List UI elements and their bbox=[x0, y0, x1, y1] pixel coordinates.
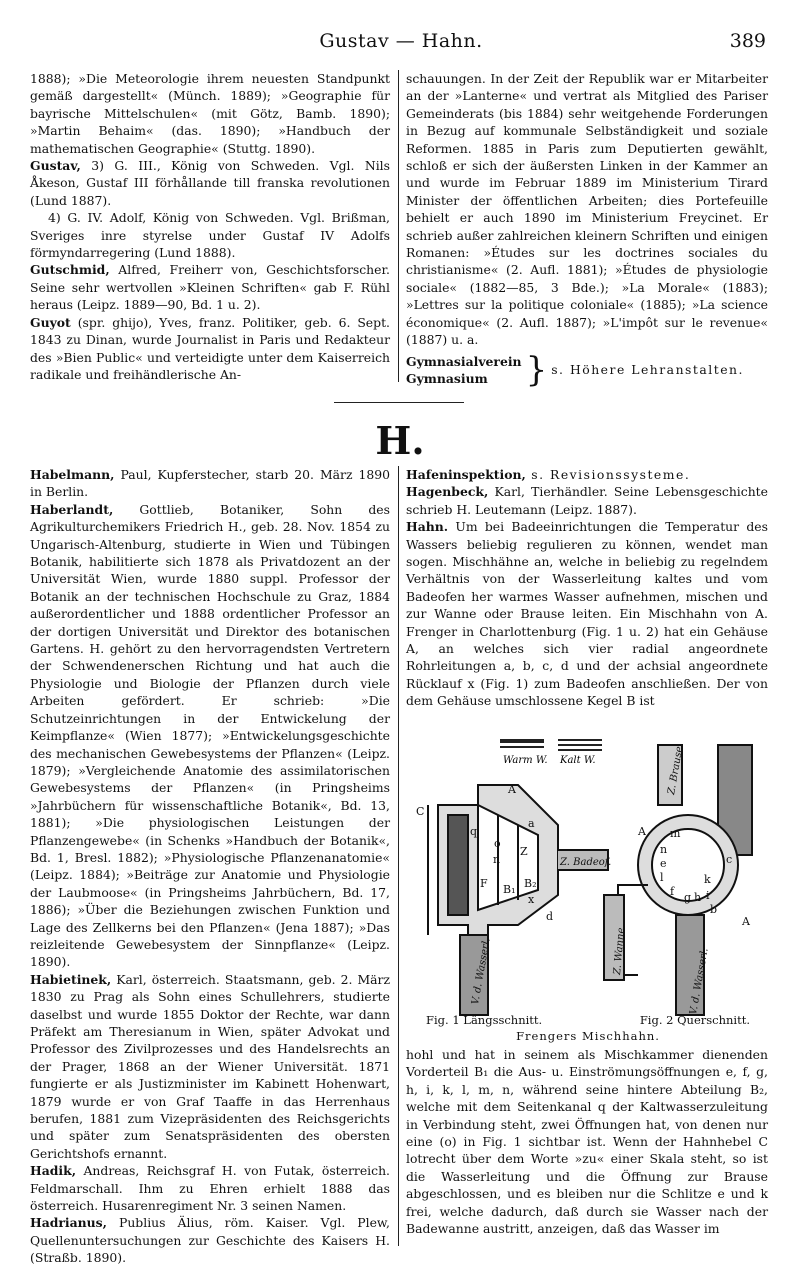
section-letter: H. bbox=[375, 418, 425, 463]
fig1-label-wasserl: V. d. Wasserl. bbox=[470, 937, 493, 1006]
fig2-label-wanne: Z. Wanne bbox=[612, 927, 628, 976]
figure-legend bbox=[500, 739, 602, 766]
entry-habelmann: Habelmann, Paul, Kupferstecher, starb 20. März 1890 in Berlin. bbox=[30, 467, 390, 500]
top-right-column bbox=[406, 70, 768, 390]
svg-text:x: x bbox=[528, 893, 535, 906]
svg-text:g: g bbox=[684, 891, 692, 904]
brace-icon: } bbox=[525, 349, 548, 390]
svg-text:A: A bbox=[742, 915, 750, 928]
caption-fig1: Fig. 1 Längsschnitt. bbox=[426, 1013, 543, 1027]
bottom-right-column bbox=[406, 466, 768, 710]
svg-text:B₁: B₁ bbox=[503, 883, 516, 896]
section-divider bbox=[334, 402, 464, 403]
entry-hahn: Hahn. Um bei Badeeinrichtungen die Temperatur des Wassers beliebig regulieren zu können, wendet man sogen. Mischhähne an, welche in beliebig zu regelndem Verhältnis von der Wasserleitung kaltes und vom Badeofen her warmes Wasser aufnehmen, mischen und zur Wanne oder Brause leiten. Ein Mischhahn von A. Frenger in Charlottenburg (Fig. 1 u. 2) hat ein Gehäuse A, an welches sich vier radial angeordnete Rohrleitungen a, b, c, d und der achsial angeordnete Rücklauf x (Fig. 1) zum Badeofen anschließen. Der von dem Gehäuse umschlossene Kegel B ist bbox=[406, 519, 768, 709]
svg-text:n: n bbox=[660, 843, 668, 856]
crossref-text: s. Höhere Lehranstalten. bbox=[551, 361, 744, 377]
fig1-longitudinal-section bbox=[428, 785, 608, 1015]
headword-gustav: Gustav, bbox=[30, 158, 81, 174]
gymnasium-crossref bbox=[406, 349, 768, 390]
mixing-valve-figure bbox=[408, 720, 768, 1040]
entry-habietinek: Habietinek, Karl, österreich. Staatsmann, geb. 2. März 1830 zu Prag als Sohn eines Schullehrers, studierte daselbst und wurde 1855 Doktor der Rechte, war dann Präfekt am Theresianum in Wien, später Advokat und Professor des Zivilprozesses und des Handelsrechts an der Prager, 1868 an der Wiener Universität. 1871 fungierte er als Justizminister im Kabinett Hohenwart, 1879 wurde er von Graf Taaffe in das Herrenhaus berufen, 1881 zum Vizepräsidenten des Reichsgerichts und später zum Senatspräsidenten des obersten Gerichtshofs ernannt. bbox=[30, 971, 390, 1161]
figure-caption bbox=[408, 1012, 768, 1044]
svg-text:B₂: B₂ bbox=[524, 877, 537, 890]
headword-guyot: Guyot bbox=[30, 314, 71, 330]
svg-text:Z: Z bbox=[520, 845, 528, 858]
svg-text:d: d bbox=[546, 910, 554, 923]
svg-text:m: m bbox=[670, 827, 681, 840]
svg-text:Kalt W.: Kalt W. bbox=[560, 755, 596, 766]
caption-title: Frengers Mischhahn. bbox=[516, 1029, 660, 1043]
entry-gustav-4: 4) G. IV. Adolf, König von Schweden. Vgl. Brißman, Sveriges inre styrelse under Gustaf IV Adolfs förmyndarregering (Lund 1888). bbox=[30, 210, 390, 261]
headword-gutschmid: Gutschmid, bbox=[30, 262, 110, 278]
entry-hadrianus: Hadrianus, Publius Älius, röm. Kaiser. Vgl. Plew, Quellenuntersuchungen zur Geschichte des Kaisers H. (Straßb. 1890). bbox=[30, 1215, 390, 1266]
headword-gymnasium: Gymnasium bbox=[406, 370, 488, 386]
bottom-left-column bbox=[30, 466, 390, 1267]
svg-text:i: i bbox=[706, 889, 710, 902]
page-number: 389 bbox=[729, 30, 766, 52]
column-rule-top bbox=[398, 70, 399, 382]
page-header bbox=[36, 30, 766, 58]
headword-gymnasialverein: Gymnasialverein bbox=[406, 353, 522, 369]
fig1-letter-A: A bbox=[508, 783, 516, 796]
running-title: Gustav — Hahn. bbox=[319, 30, 483, 52]
svg-text:n: n bbox=[493, 853, 501, 866]
svg-text:c: c bbox=[726, 853, 733, 866]
fig1-letter-C: C bbox=[416, 805, 425, 818]
entry-gutschmid: Gutschmid, Alfred, Freiherr von, Geschichtsforscher. Seine sehr wertvollen »Kleinen Schriften« gab F. Rühl heraus (Leipz. 1889—90, Bd. 1 u. 2). bbox=[30, 262, 390, 313]
entry-gustav-3: Gustav, 3) G. III., König von Schweden. Vgl. Nils Åkeson, Gustaf III förhållande till franska revolutionen (Lund 1887). bbox=[30, 158, 390, 208]
svg-text:Warm W.: Warm W. bbox=[503, 755, 548, 766]
fig2-label-brause: Z. Brause bbox=[666, 745, 686, 796]
hahn-continuation: hohl und hat in seinem als Mischkammer dienenden Vorderteil B₁ die Aus- u. Einströmungsöffnungen e, f, g, h, i, k, l, m, n, während seine hintere Abteilung B₂, welche mit dem Seitenkanal q der Kaltwasserzuleitung in Verbindung steht, zwei Öffnungen hat, von denen nur eine (o) in Fig. 1 sichtbar ist. Wenn der Hahnhebel C lotrecht über dem Worte »zu« einer Skala steht, so ist die Wasserleitung und die Öffnung zur Brause abgeschlossen, und es bleiben nur die Schlitze e und k frei, welche dadurch, daß durch sie Wasser nach der Badewanne austritt, anzeigen, daß das Wasser im bbox=[406, 1047, 768, 1237]
svg-text:e: e bbox=[660, 857, 667, 870]
entry-hagenbeck: Hagenbeck, Karl, Tierhändler. Seine Lebensgeschichte schrieb H. Leutemann (Leipz. 1887). bbox=[406, 484, 768, 517]
fig1-label-badeofen: Z. Badeof. bbox=[560, 857, 612, 868]
svg-text:l: l bbox=[660, 871, 664, 884]
svg-text:a: a bbox=[528, 817, 535, 830]
svg-text:A: A bbox=[638, 825, 646, 838]
meteorologie-continuation: 1888); »Die Meteorologie ihrem neuesten Standpunkt gemäß dargestellt« (Münch. 1889); »Geographie für bayrische Mittelschulen« (mit Götz, Bamb. 1890); »Martin Behaim« (das. 1890); »Handbuch der mathematischen Geographie« (Stuttg. 1890). bbox=[30, 71, 390, 156]
svg-text:k: k bbox=[704, 873, 711, 886]
entry-haberlandt: Haberlandt, Gottlieb, Botaniker, Sohn des Agrikulturchemikers Friedrich H., geb. 28. Nov. 1854 zu Ungarisch-Altenburg, studierte in Wien und Tübingen Botanik, habilitierte sich 1878 als Privatdozent an der Universität Wien, wurde 1880 suppl. Professor der Botanik an der technischen Hochschule zu Graz, 1884 außerordentlicher und 1888 ordentlicher Professor an der dortigen Universität und Direktor des botanischen Gartens. H. gehört zu den hervorragendsten Vertretern der Schwendenerschen Richtung und hat auch die Physiologie und Biologie der Pflanzen durch viele Arbeiten gefördert. Er schrieb: »Die Schutzeinrichtungen in der Entwickelung der Keimpflanze« (Wien 1877); »Entwickelungsgeschichte des mechanischen Gewebesystems der Pflanzen« (Leipz. 1879); »Vergleichende Anatomie des assimilatorischen Gewebesystems der Pflanzen« (in Pringsheims »Jahrbüchern für wissenschaftliche Botanik«, Bd. 13, 1881); »Die physiologischen Leistungen der Pflanzengewebe« (in Schenks »Handbuch der Botanik«, Bd. 1, Bresl. 1882); »Physiologische Pflanzenanatomie« (Leipz. 1884); »Beiträge zur Anatomie und Physiologie der Laubmoose« (in Pringsheims Jahrbüchern, Bd. 17, 1886); »Über die Beziehungen zwischen Funktion und Lage des Zellkerns bei den Pflanzen« (Jena 1887); »Das reizleitende Gewebesystem der Sinnpflanze« (Leipz. 1890). bbox=[30, 501, 390, 970]
svg-text:h: h bbox=[694, 891, 702, 904]
fig2-label-wasserl: V. d. Wasserl. bbox=[688, 947, 711, 1016]
caption-fig2: Fig. 2 Querschnitt. bbox=[639, 1013, 750, 1027]
entry-hafeninspektion: Hafeninspektion, s. Revisionssysteme. bbox=[406, 467, 691, 482]
top-left-column bbox=[30, 70, 390, 383]
entry-hadik: Hadik, Andreas, Reichsgraf H. von Futak, österreich. Feldmarschall. Ihm zu Ehren erhielt 1888 das österreich. Husarenregiment Nr. 3 seinen Namen. bbox=[30, 1163, 390, 1214]
column-rule-bottom bbox=[398, 466, 399, 1246]
entry-guyot: Guyot (spr. ghijo), Yves, franz. Politiker, geb. 6. Sept. 1843 zu Dinan, wurde Journalist in Paris und Redakteur des »Bien Public« und verteidigte unter dem Kaiserreich radikale und freihändlerische An- bbox=[30, 314, 390, 382]
svg-text:F: F bbox=[480, 877, 488, 890]
svg-text:b: b bbox=[710, 903, 718, 916]
svg-text:f: f bbox=[670, 885, 675, 898]
svg-text:o: o bbox=[494, 837, 501, 850]
svg-text:q: q bbox=[470, 825, 478, 838]
guyot-continuation: schauungen. In der Zeit der Republik war er Mitarbeiter an der »Lanterne« und vertrat als Mitglied des Pariser Gemeinderats (bis 1884) sehr weitgehende Forderungen in Bezug auf kommunale Selbständigkeit und soziale Reformen. 1885 in Paris zum Deputierten gewählt, schloß er sich der äußersten Linken in der Kammer an und wurde im Februar 1889 im Ministerium Tirard Minister der öffentlichen Arbeiten; dies Portefeuille behielt er auch 1890 im Ministerium Freycinet. Er schrieb außer zahlreichen kleinern Schriften und einigen Romanen: »Études sur les doctrines sociales du christianisme« (2. Aufl. 1881); »Études de physiologie sociale« (1882—85, 3 Bde.); »La Morale« (1883); »Lettres sur la politique coloniale« (1885); »La science économique« (2. Aufl. 1887); »L'impôt sur le revenue« (1887) u. a. bbox=[406, 71, 768, 348]
